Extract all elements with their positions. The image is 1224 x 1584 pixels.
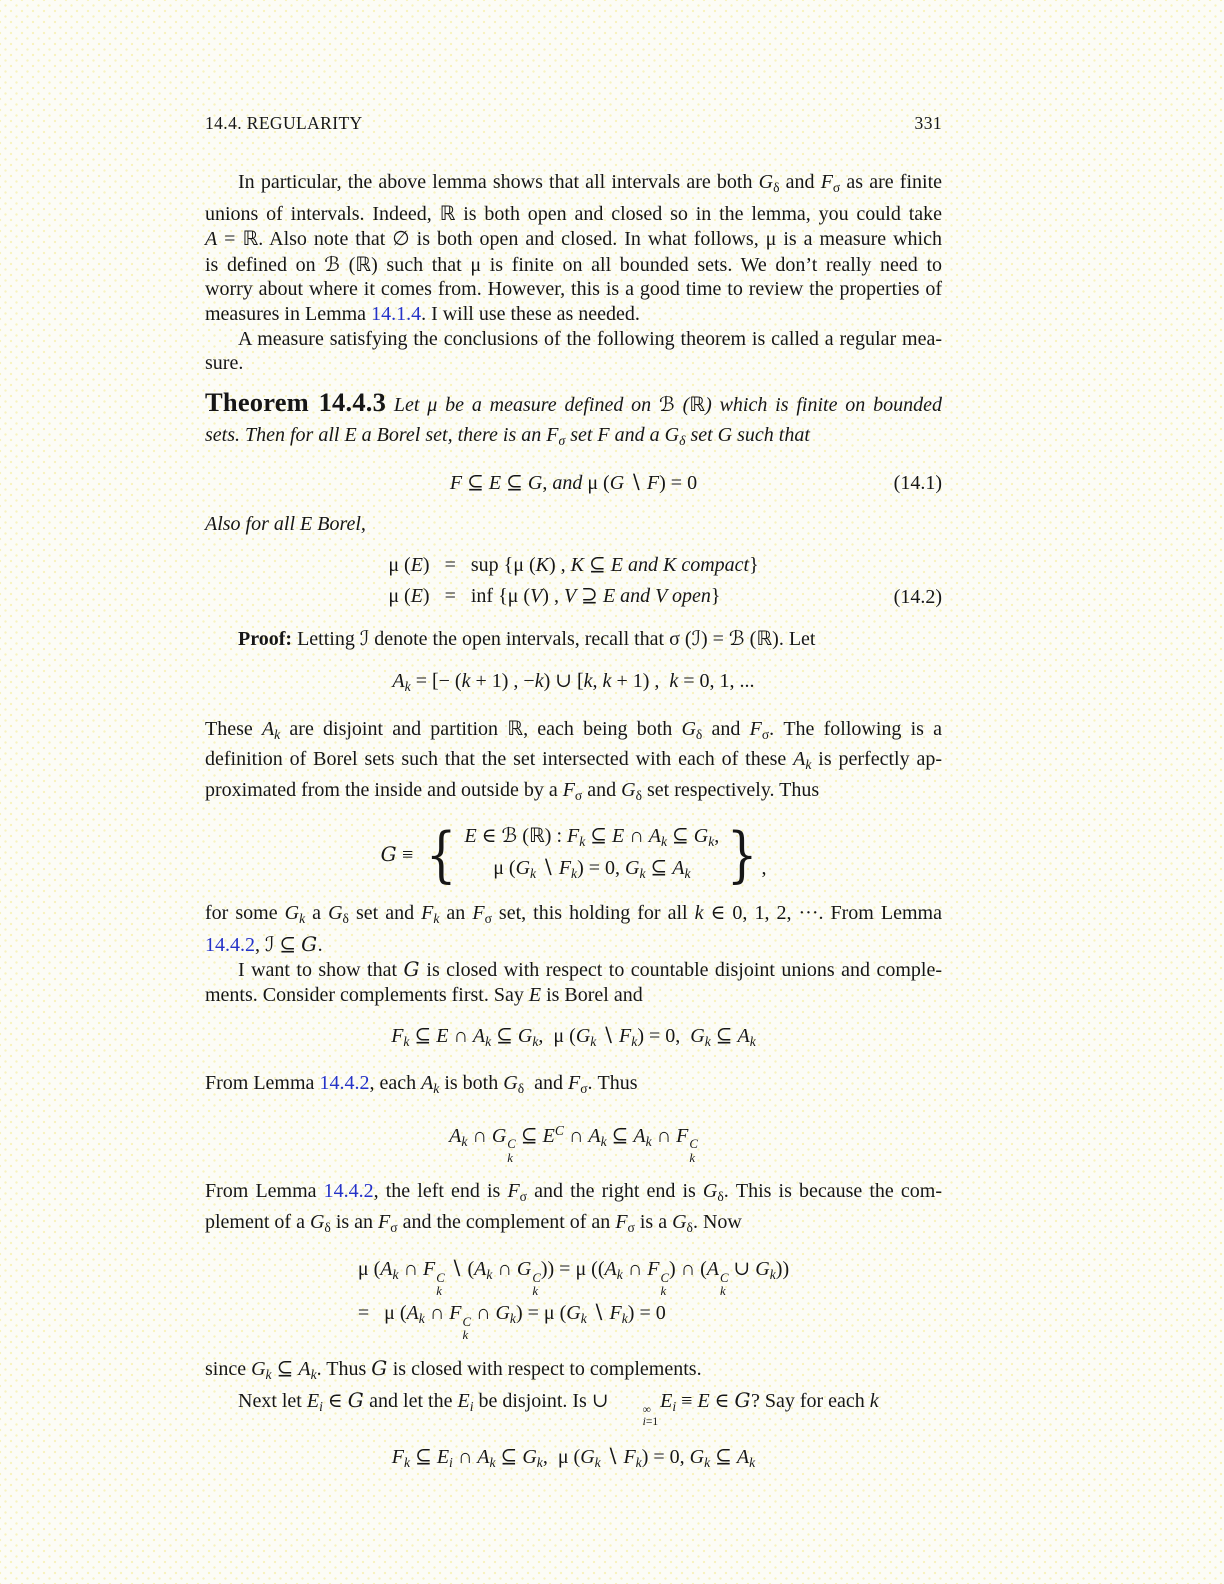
- since-paragraph: [205, 1356, 942, 1388]
- from-lemma-each-paragraph: [205, 1071, 942, 1102]
- text-line: proximated from the inside and outside by a $F_\sigma$ and $G_\delta$ set respectively. Thus: [205, 779, 820, 804]
- text-line: From Lemma 14.4.2, the left end is $F_\sigma$ and the right end is $G_\delta$. This is because the com-: [205, 1179, 942, 1204]
- text-line: A measure satisfying the conclusions of the following theorem is called a regular mea-: [238, 327, 942, 350]
- also-for-all-line: [205, 512, 942, 537]
- crossref-link[interactable]: 14.4.2: [205, 933, 255, 956]
- text-line: measures in Lemma 14.1.4. I will use these as needed.: [205, 303, 640, 326]
- text-line: In particular, the above lemma shows that all intervals are both $G_\delta$ and $F_\sigma$ as are finite: [238, 171, 942, 196]
- next-let-paragraph: [205, 1388, 942, 1428]
- text-line: A = ℝ. Also note that ∅ is both open and closed. In what follows, μ is a measure which: [205, 226, 942, 251]
- text-column: [205, 112, 942, 1492]
- crossref-link[interactable]: 14.4.2: [323, 1179, 374, 1202]
- equation-mu-complement: μ ($A_k$ ∩ F C k ∖ ($A_k$ ∩ G C k )) = μ (($A_k$ ∩ F C k ) ∩ (A C k ∪ $G_k$)) = μ ($A_k$ ∩ F C k ∩ $G_k) = \mu$ ($G_k$ ∖ $F_k) = 0$: [357, 1258, 790, 1342]
- text-line: sets. Then for all E a Borel set, there is an $F_\sigma$ set F and a $G_\delta$ set G such that: [205, 423, 810, 448]
- theorem-label: Theorem 14.4.3: [205, 386, 387, 417]
- from-lemma-left-end-paragraph: [205, 1179, 942, 1240]
- text-line: definition of Borel sets such that the set intersected with each of these $A_k$ is perfectly ap-: [205, 748, 942, 773]
- section-header: 14.4. REGULARITY: [205, 113, 363, 133]
- crossref-link[interactable]: 14.4.2: [319, 1072, 370, 1095]
- equation-Fk-subset: $F_k$ ⊆ E ∩ $A_k$ ⊆ $G_k$, μ ($G_k$ ∖ $F_k) = 0$, $G_k$ ⊆ $A_k$: [391, 1025, 756, 1050]
- text-line: From Lemma 14.4.2, each $A_k$ is both $G_\delta$ and $F_\sigma$. Thus: [205, 1072, 638, 1097]
- text-line: plement of a $G_\delta$ is an $F_\sigma$ and the complement of an $F_\sigma$ is a $G_\delta$. Now: [205, 1210, 742, 1235]
- text-line: sure.: [205, 352, 244, 375]
- page-number: 331: [914, 113, 942, 133]
- text-line: Next let $E_i$ ∈ G and let the $E_i$ be disjoint. Is ∪ ∞ i=1 $E_i \equiv E$ ∈ G? Say for each k: [238, 1387, 879, 1428]
- equation-14-2: μ (E) = sup {μ (K) , K ⊆ E and K compact} μ (E) = inf {μ (V) , V ⊇ E and V open} (14.2): [205, 550, 942, 612]
- equation-Ak: $A_k$ = [− (k + 1) , −k) ∪ [k, k + 1) , k = 0, 1, ...: [392, 669, 755, 694]
- equation-14-1: F ⊆ E ⊆ G, and μ (G ∖ F) = 0 (14.1): [205, 468, 942, 498]
- text-line: for some $G_k$ a $G_\delta$ set and $F_k$ an $F_\sigma$ set, this holding for all k ∈ 0, 1, 2, ···. From Lemma: [205, 901, 942, 927]
- equation-final: $F_k$ ⊆ $E_i$ ∩ $A_k$ ⊆ $G_k$, μ ($G_k$ ∖ $F_k) = 0$, $G_k$ ⊆ $A_k$: [391, 1446, 756, 1471]
- regular-measure-paragraph: [205, 327, 942, 376]
- text-line: is defined on ℬ (ℝ) such that μ is finite on all bounded sets. We don’t really need to: [205, 251, 943, 276]
- text-line: 14.4.2, ℐ ⊆ G.: [205, 931, 323, 956]
- these-Ak-paragraph: [205, 716, 942, 809]
- text-line: Theorem 14.4.3 Let μ be a measure defined on ℬ (ℝ) which is finite on bounded: [205, 386, 942, 417]
- text-line: unions of intervals. Indeed, ℝ is both open and closed so in the lemma, you could take: [205, 200, 942, 225]
- page-body: [205, 170, 942, 1478]
- text-line: Also for all E Borel,: [205, 512, 366, 535]
- equation-number: (14.1): [893, 471, 942, 494]
- text-line: ments. Consider complements first. Say E is Borel and: [205, 983, 643, 1006]
- text-line: Proof: Letting ℐ denote the open intervals, recall that σ (ℐ) = ℬ (ℝ). Let: [238, 626, 816, 651]
- text-line: I want to show that G is closed with respect to countable disjoint unions and comple-: [238, 957, 942, 982]
- running-header: [205, 112, 942, 134]
- intro-paragraph: [205, 170, 942, 327]
- i-want-to-show-paragraph: [205, 957, 942, 1007]
- text-line: These $A_k$ are disjoint and partition ℝ, each being both $G_\delta$ and $F_\sigma$. The following is a: [205, 715, 942, 742]
- left-brace: {: [426, 819, 457, 890]
- theorem-block: [205, 385, 942, 454]
- right-brace: }: [727, 819, 758, 890]
- text-line: worry about where it comes from. However, this is a good time to review the properties of: [205, 278, 942, 301]
- for-some-paragraph: [205, 901, 942, 957]
- equation-number: (14.2): [893, 586, 942, 609]
- equation-complement-inclusion: $A_k$ ∩ G C k ⊆ $E^C$ ∩ $A_k$ ⊆ $A_k$ ∩ F C k: [449, 1123, 698, 1165]
- text-line: since $G_k$ ⊆ $A_k$. Thus G is closed with respect to complements.: [205, 1356, 702, 1383]
- crossref-link[interactable]: 14.1.4: [371, 303, 422, 326]
- script-G-definition: G ≡ { E ∈ ℬ (ℝ) : $F_k$ ⊆ E ∩ $A_k$ ⊆ $G_k$, μ ($G_k$ ∖ $F_k) = 0$, $G_k$ ⊆ $A_k$ } ,: [380, 819, 767, 890]
- proof-paragraph: [205, 626, 942, 652]
